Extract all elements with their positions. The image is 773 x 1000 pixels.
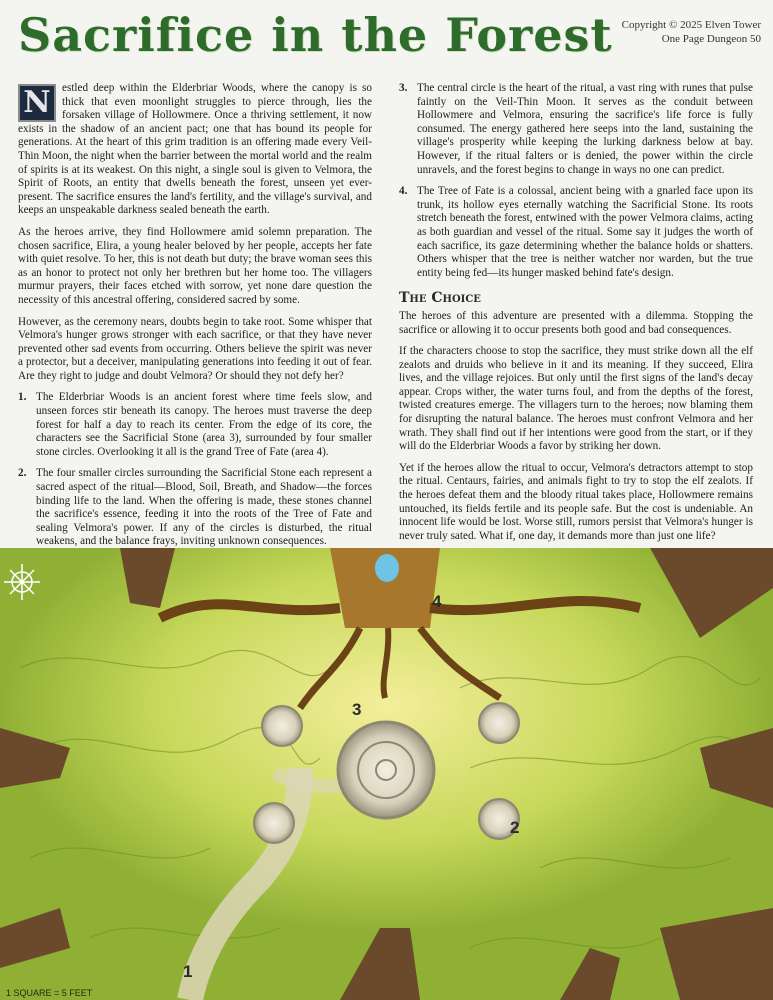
small-stone-circle bbox=[254, 803, 294, 843]
choice-paragraph-3: Yet if the heroes allow the ritual to occur, Velmora's detractors attempt to stop the ritual. Centaurs, fairies, and animals fight to try to stop the elf zealots. If the heroes defeat them and the bloody ritual takes place, Hollowmere remains untouched, its fields fertile and its people safe. But the cost is undeniable. An innocent life would be lost. Worse still, rumors persist that Velmora's hunger is never truly sated. What if, one day, it demands more than just one life? bbox=[399, 461, 753, 542]
map-label-2: 2 bbox=[510, 818, 520, 837]
area-text: The Elderbriar Woods is an ancient forest where time feels slow, and unseen forces stir beneath its canopy. The heroes must traverse the deep forest for half a day to reach its center. From the edge of its core, the characters see the Sacrificial Stone (area 3), surrounded by four smaller stone circles. Overlooking it all is the grand Tree of Fate (area 4). bbox=[36, 391, 372, 458]
right-column bbox=[399, 82, 753, 551]
area-number: 3. bbox=[399, 82, 408, 94]
choice-paragraph-2: If the characters choose to stop the sacrifice, they must strike down all the elf zealots and druids who believe in it and its meaning. If they succeed, Elira lives, and the village rejoices. But only until the first signs of the land's decay appear. Crops wither, the water turns foul, and from the depths of the forest, twisted creatures emerge. The villagers turn to the heroes; now blaming them for disrupting the natural balance. The heroes must confront Velmora and her wrath. They shall find out if her intentions were good from the start, or if they will do the Elderbriar Woods a favor by striking her down. bbox=[399, 345, 753, 453]
area-text: The central circle is the heart of the ritual, a vast ring with runes that pulse faintly on the Veil-Thin Moon. It serves as the conduit between Hollowmere and Velmora, ensuring the sacrifice's life force is fully consumed. The energy gathered here seeps into the land, sustaining the village's prosperity while keeping the lurking darkness below at bay. However, if the ritual falters or is denied, the power within the circle unravels, and the forest begins to change in ways no one can predict. bbox=[417, 82, 753, 176]
area-item-3 bbox=[399, 82, 753, 177]
choice-heading: The Choice bbox=[399, 290, 481, 307]
area-item-2 bbox=[18, 467, 372, 549]
small-stone-circle bbox=[479, 703, 519, 743]
series-line: One Page Dungeon 50 bbox=[661, 33, 761, 45]
map-label-1: 1 bbox=[183, 962, 193, 981]
battle-map bbox=[0, 548, 773, 1000]
copyright-line: Copyright © 2025 Elven Tower bbox=[621, 19, 761, 31]
area-item-4 bbox=[399, 185, 753, 280]
area-text: The four smaller circles surrounding the Sacrificial Stone each represent a sacred aspect of the ritual—Blood, Soil, Breath, and Shadow—the forces binding life to the land. When the offering is made, these stones channel the sacrifice's essence, feeding it into the roots of the Tree of Fate and sealing Velmora's power. If any of the circles is disturbed, the ritual weakens, and the balance frays, inviting unknown consequences. bbox=[36, 467, 372, 548]
map-illustration bbox=[0, 548, 773, 1000]
choice-paragraph-1: The heroes of this adventure are presented with a dilemma. Stopping the sacrifice or allowing it to occur presents both good and bad consequences. bbox=[399, 309, 753, 336]
area-item-1 bbox=[18, 391, 372, 459]
map-label-3: 3 bbox=[352, 700, 362, 719]
area-text: The Tree of Fate is a colossal, ancient being with a gnarled face upon its trunk, its hollow eyes eternally watching the Sacrificial Stone. Its roots stretch beneath the forest, entwined with the power Velmora claims, acting as both guardian and vessel of the ritual. Some say it judges the worth of each sacrifice, its gaze determining whether the balance holds or shatters. Others whisper that the tree is neither watcher nor warden, but the true entity being fed—its hunger masked behind fate's design. bbox=[417, 185, 753, 279]
left-column bbox=[18, 82, 372, 557]
page-title: Sacrifice in the Forest bbox=[18, 8, 613, 62]
page-header bbox=[0, 0, 773, 80]
area-number: 4. bbox=[399, 185, 408, 198]
drop-cap: N bbox=[18, 84, 56, 122]
intro-paragraph-2: As the heroes arrive, they find Hollowmere amid solemn preparation. The chosen sacrifice, Elira, a young healer beloved by her people, accepts her fate with quiet resolve. To her, this is not death but duty; the brave woman sees this as an honor to protect not only her brethren but her home too. The villagers murmur prayers, their faces etched with sorrow, yet none dare question the necessity of this ancestral offering, considered sacred by some. bbox=[18, 225, 372, 306]
copyright bbox=[622, 18, 761, 46]
sacrificial-stone bbox=[338, 722, 434, 818]
area-number: 2. bbox=[18, 467, 27, 480]
intro-paragraph-1 bbox=[18, 82, 372, 218]
map-scale: 1 SQUARE = 5 FEET bbox=[6, 988, 93, 998]
area-number: 1. bbox=[18, 391, 27, 404]
intro-paragraph-3: However, as the ceremony nears, doubts begin to take root. Some whisper that Velmora's hunger grows stronger with each sacrifice, or that they have never prevented other sad events from occurring. Others believe the spirit was never a protector, but a deceiver, manipulating generations into feeding it out of fear. Are they right to judge and doubt Velmora? Or should they not defy her? bbox=[18, 315, 372, 382]
small-stone-circle bbox=[262, 706, 302, 746]
map-label-4: 4 bbox=[432, 592, 442, 611]
intro-text-1: estled deep within the Elderbriar Woods, where the canopy is so thick that even moonlight struggles to pierce through, lies the forsaken village of Hollowmere. Once a thriving settlement, it now exists in the shadow of an ancient pact; one that has bound its people for generations. At the heart of this grim tradition is an offering made every Veil-Thin Moon, the night when the barrier between the mortal world and the realm of spirits is at its weakest. On this night, a single soul is given to Velmora, the Spirit of Roots, an entity that dwells beneath the forest, unseen yet ever-present. The sacrifice ensures the land's fertility, and the village's survival, and keeps an unspeakable darkness sealed beneath the earth. bbox=[18, 82, 372, 217]
